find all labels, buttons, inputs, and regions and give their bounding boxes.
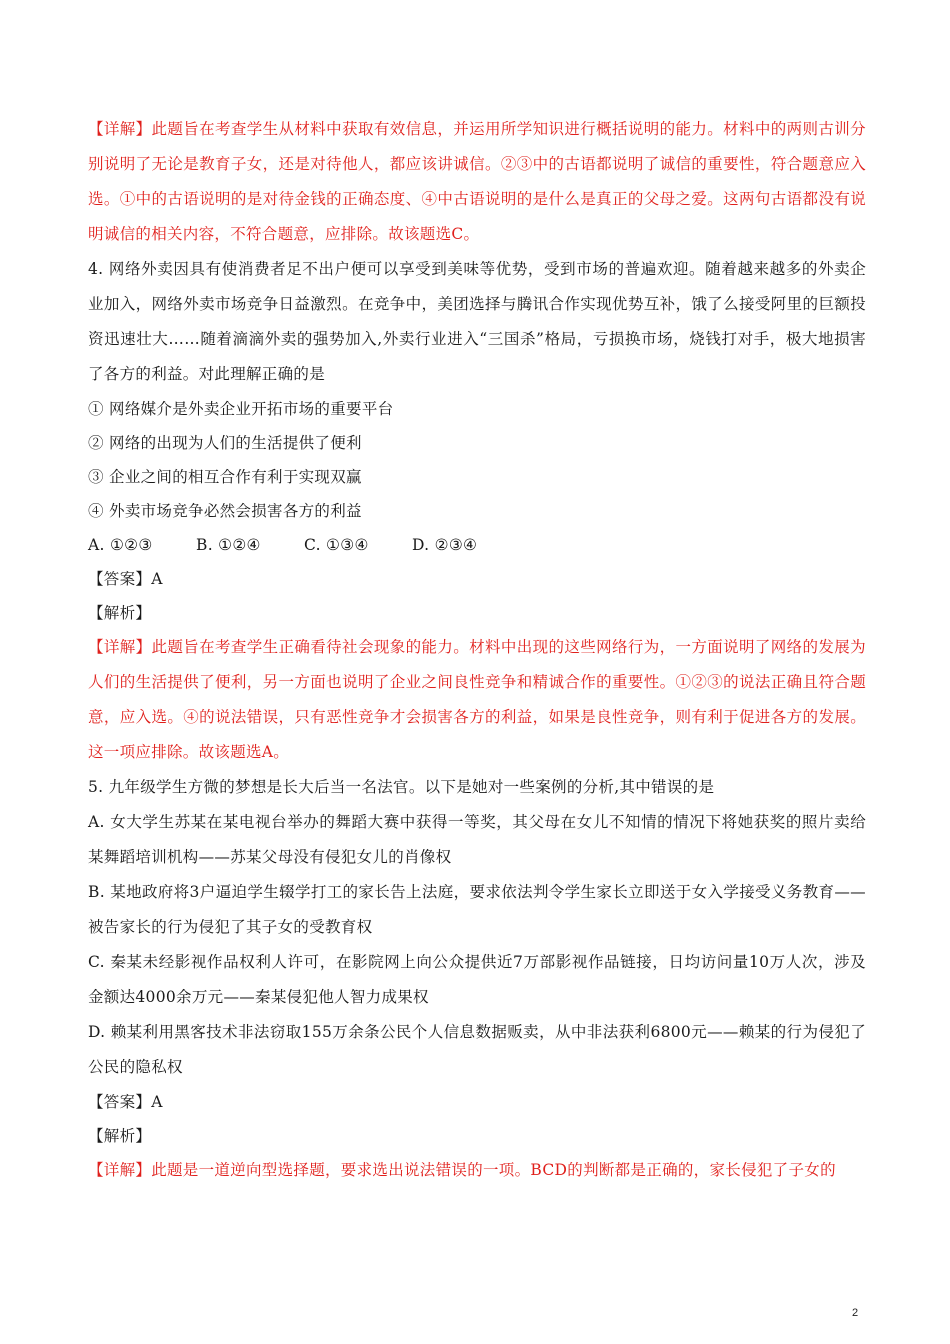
detail-tag: 【详解】 [88, 638, 152, 656]
q4-analysis-heading: 【解析】 [88, 604, 152, 622]
q4-stem: 4. 网络外卖因具有使消费者足不出户便可以享受到美味等优势，受到市场的普遍欢迎。随着越来越多的外卖企业加入，网络外卖市场竞争日益激烈。在竞争中，美团选择与腾讯合作实现优势互补，饿了么接受阿里的巨额投资迅速壮大……随着滴滴外卖的强势加入,外卖行业进入“三国杀”格局，亏损换市场，烧钱打对手，极大地损害了各方的利益。对此理解正确的是 [88, 260, 866, 383]
q4-options [88, 528, 866, 562]
q4-detail-text: 此题旨在考查学生正确看待社会现象的能力。材料中出现的这些网络行为，一方面说明了网络的发展为人们的生活提供了便利，另一方面也说明了企业之间良性竞争和精诚合作的重要性。①②③的说法正确且符合题意，应入选。④的说法错误，只有恶性竞争才会损害各方的利益，如果是良性竞争，则有利于促进各方的发展。这一项应排除。故该题选A。 [88, 638, 866, 761]
q4-option-a: A. ①②③ [88, 536, 153, 554]
q4-item-2: ② 网络的出现为人们的生活提供了便利 [88, 434, 362, 452]
detail-tag: 【详解】 [88, 1161, 152, 1179]
q5-detail-text: 此题是一道逆向型选择题，要求选出说法错误的一项。BCD的判断都是正确的，家长侵犯了子女的 [151, 1161, 836, 1179]
q4-answer: 【答案】A [88, 570, 163, 588]
q5-analysis-heading: 【解析】 [88, 1127, 152, 1145]
page-content [88, 112, 866, 1188]
q4-detail-paragraph [88, 630, 866, 770]
q5-option-c: C. 秦某未经影视作品权利人许可，在影院网上向公众提供近7万部影视作品链接，日均访问量10万人次，涉及金额达4000余万元——秦某侵犯他人智力成果权 [88, 953, 866, 1006]
q5-detail-paragraph [88, 1153, 866, 1188]
q4-item-4: ④ 外卖市场竞争必然会损害各方的利益 [88, 502, 362, 520]
q4-item-3: ③ 企业之间的相互合作有利于实现双赢 [88, 468, 362, 486]
page-number: 2 [852, 1307, 859, 1319]
q5-option-d: D. 赖某利用黑客技术非法窃取155万余条公民个人信息数据贩卖，从中非法获利6800元——赖某的行为侵犯了公民的隐私权 [88, 1023, 866, 1076]
q4-item-1: ① 网络媒介是外卖企业开拓市场的重要平台 [88, 400, 394, 418]
q5-option-a: A. 女大学生苏某在某电视台举办的舞蹈大赛中获得一等奖，其父母在女儿不知情的情况下将她获奖的照片卖给某舞蹈培训机构——苏某父母没有侵犯女儿的肖像权 [88, 813, 866, 866]
q5-answer: 【答案】A [88, 1093, 163, 1111]
detail-tag: 【详解】 [88, 120, 152, 138]
q5-stem: 5. 九年级学生方微的梦想是长大后当一名法官。以下是她对一些案例的分析,其中错误的是 [88, 778, 715, 796]
q5-option-b: B. 某地政府将3户逼迫学生辍学打工的家长告上法庭，要求依法判令学生家长立即送于女入学接受义务教育——被告家长的行为侵犯了其子女的受教育权 [88, 883, 866, 936]
q3-detail-paragraph [88, 112, 866, 252]
q4-option-d: D. ②③④ [412, 536, 478, 554]
q3-detail-text: 此题旨在考查学生从材料中获取有效信息，并运用所学知识进行概括说明的能力。材料中的两则古训分别说明了无论是教育子女，还是对待他人，都应该讲诚信。②③中的古语都说明了诚信的重要性，符合题意应入选。①中的古语说明的是对待金钱的正确态度、④中古语说明的是什么是真正的父母之爱。这两句古语都没有说明诚信的相关内容，不符合题意，应排除。故该题选C。 [88, 120, 866, 243]
q4-option-b: B. ①②④ [196, 536, 261, 554]
q4-option-c: C. ①③④ [304, 536, 369, 554]
